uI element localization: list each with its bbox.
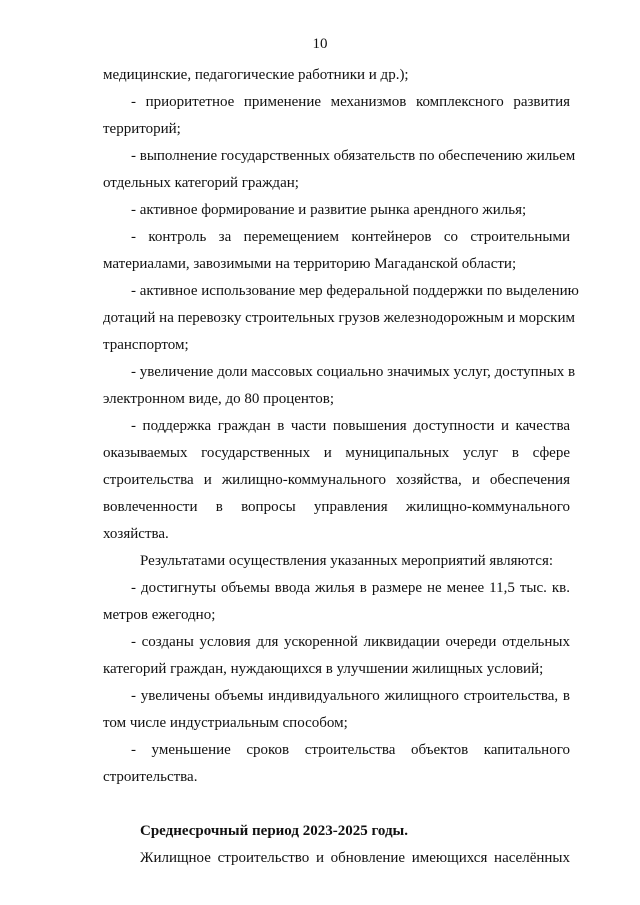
text-line: хозяйства. [103,526,169,542]
list-item-line: - приоритетное применение механизмов комплексного развития [131,94,570,110]
page-body [103,62,579,872]
list-item-line: - увеличены объемы индивидуального жилищного строительства, в [131,688,570,704]
list-item-line: - созданы условия для ускоренной ликвидации очереди отдельных [131,634,570,650]
spacer [103,791,570,818]
text-line: Жилищное строительство и обновление имеющихся населённых [140,850,570,866]
list-item-line: - выполнение государственных обязательств по обеспечению жильем [131,148,576,164]
text-line: электронном виде, до 80 процентов; [103,391,335,407]
list-item-line: - активное использование мер федеральной поддержки по выделению [131,283,579,299]
text-line: вовлеченности в вопросы управления жилищно-коммунального [103,499,570,515]
list-item-line: - достигнуты объемы ввода жилья в размере не менее 11,5 тыс. кв. [131,580,570,596]
text-line: оказываемых государственных и муниципальных услуг в сфере [103,445,570,461]
list-item-line: - контроль за перемещением контейнеров со строительными [131,229,570,245]
text-line: медицинские, педагогические работники и др.); [103,67,409,83]
text-line: том числе индустриальным способом; [103,715,348,731]
text-line: строительства. [103,769,198,785]
paragraph-heading-line: Результатами осуществления указанных мероприятий являются: [140,553,554,569]
text-line: отдельных категорий граждан; [103,175,299,191]
text-line: метров ежегодно; [103,607,216,623]
list-item-line: - активное формирование и развитие рынка арендного жилья; [131,202,527,218]
list-item-line: - увеличение доли массовых социально значимых услуг, доступных в [131,364,576,380]
text-line: строительства и жилищно-коммунального хозяйства, и обеспечения [103,472,570,488]
text-line: категорий граждан, нуждающихся в улучшении жилищных условий; [103,661,544,677]
list-item-line: - поддержка граждан в части повышения доступности и качества [131,418,570,434]
text-line: транспортом; [103,337,189,353]
text-line: дотаций на перевозку строительных грузов железнодорожным и морским [103,310,575,326]
text-line: материалами, завозимыми на территорию Магаданской области; [103,256,517,272]
section-heading: Среднесрочный период 2023-2025 годы. [140,823,409,839]
text-line: территорий; [103,121,181,137]
page-number: 10 [312,36,328,52]
list-item-line: - уменьшение сроков строительства объектов капитального [131,742,570,758]
